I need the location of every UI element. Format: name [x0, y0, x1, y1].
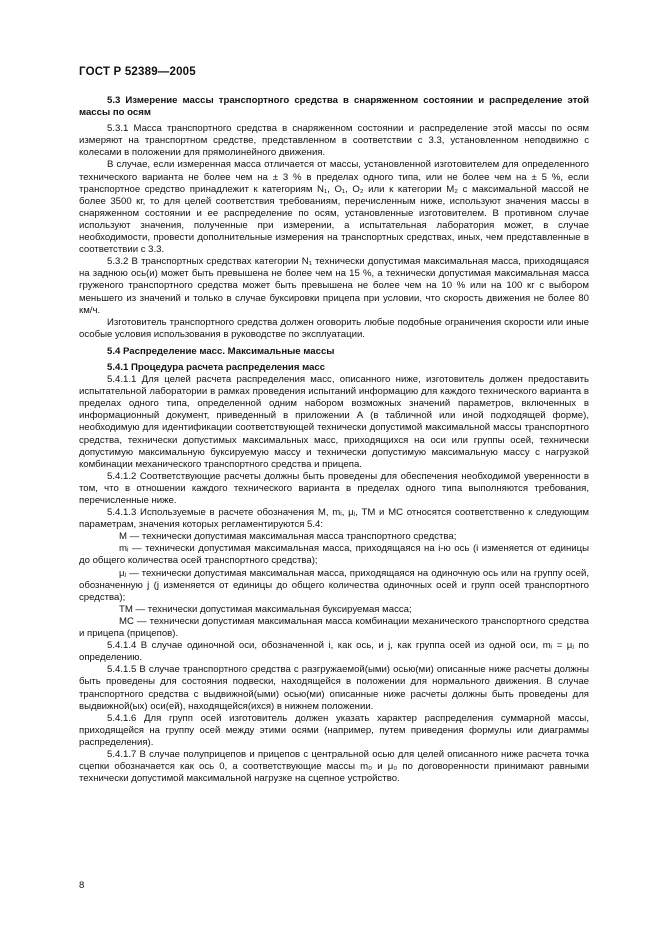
paragraph-s5-4-1: 5.4.1 Процедура расчета распределения масс	[107, 361, 326, 373]
paragraph-def-mi: mᵢ — технически допустимая максимальная масса, приходящаяся на i-ю ось (i изменяется от единицы до общего количества осей транспортного средства);	[79, 543, 589, 567]
paragraph-p5-3-1b: В случае, если измеренная масса отличается от массы, установленной изготовителем для определенного технического варианта не более чем на ± 3 % в пределах одного типа, или не более чем на ± 5 %, если транспортное средство принадлежит к категориям N₁, O₁, O₂ или к категории M₂ с максимальной массой не более 3500 кг, то для целей соответствия требованиям, перечисленным ниже, используют значения массы в снаряженном состоянии и ее распределение по осям, установленные изготовителем. В противном случае используют значения, полученные при измерении, а испытательная лаборатория может, в случае необходимости, провести дополнительные измерения на транспортных средствах, иных, чем представленные в соответствии с 3.3.	[79, 159, 589, 256]
standard-code-header: ГОСТ Р 52389—2005	[79, 66, 196, 78]
paragraph-p5-4-1-6: 5.4.1.6 Для групп осей изготовитель должен указать характер распределения суммарной массы, приходящейся на группу осей между этими осями (например, путем приведения формулы или диаграммы распределения).	[79, 712, 589, 748]
paragraph-def-mu: μⱼ — технически допустимая максимальная масса, приходящаяся на одиночную ось или на группу осей, обозначенную j (j изменяется от единицы до общего количества одиночных осей и групп осей транспортного средства);	[79, 567, 589, 603]
paragraph-def-M: M — технически допустимая максимальная масса транспортного средства;	[119, 531, 457, 543]
paragraph-p5-4-1-5: 5.4.1.5 В случае транспортного средства с разгружаемой(ыми) осью(ми) описанные ниже расчеты должны быть проведены для состояния подвески, находящейся в положении для нормального движения. В случае транспортного средства с выдвижной(ыми) осью(ми) описанные ниже расчеты должны быть проведены для выдвижной(ых) оси(ей), находящейся(ихся) в нижнем положении.	[79, 664, 589, 712]
paragraph-p5-4-1-3: 5.4.1.3 Используемые в расчете обозначения M, mᵢ, μⱼ, TM и MC относятся соответственно к следующим параметрам, значения которых регламентируются 5.4:	[79, 507, 589, 531]
page-number: 8	[79, 880, 85, 891]
paragraph-p5-3-1: 5.3.1 Масса транспортного средства в снаряженном состоянии и распределение этой массы по осям измеряют на транспортном средстве, представленном в соответствии с 3.3, установленном неподвижно с колесами в положении для прямолинейного движения.	[79, 123, 589, 159]
paragraph-p5-4-1-4: 5.4.1.4 В случае одиночной оси, обозначенной i, как ось, и j, как группа осей из одной оси, mᵢ = μⱼ по определению.	[79, 640, 589, 664]
paragraph-def-MC: MC — технически допустимая максимальная масса комбинации механического транспортного средства и прицепа (прицепов).	[79, 615, 589, 640]
paragraph-s5-4: 5.4 Распределение масс. Максимальные массы	[107, 345, 335, 357]
paragraph-def-TM: TM — технически допустимая максимальная буксируемая масса;	[119, 603, 412, 615]
document-body	[79, 95, 589, 785]
paragraph-p5-4-1-1: 5.4.1.1 Для целей расчета распределения масс, описанного ниже, изготовитель должен предоставить испытательной лаборатории в рамках проведения испытаний информацию для каждого технического варианта в пределах одного типа, определенной одним набором возможных значений параметров, включенных в информационный документ, приведенный в приложении А (в табличной или иной подходящей форме), необходимую для идентификации соответствующей технически допустимой максимальной массы транспортного средства, технически допустимых максимальных масс, приходящихся на оси или группы осей, технически допустимую максимальную буксируемую массу и технически допустимую максимальную массу с нагрузкой комбинации механического транспортного средства и прицепа.	[79, 374, 589, 470]
paragraph-p5-4-1-2: 5.4.1.2 Соответствующие расчеты должны быть проведены для обеспечения необходимой уверенности в том, что в отношении каждого технического варианта в пределах одного типа выполняются требования, перечисленные ниже.	[79, 470, 589, 506]
paragraph-p5-3-2: 5.3.2 В транспортных средствах категории N₁ технически допустимая максимальная масса, приходящаяся на заднюю ось(и) может быть превышена не более чем на 15 %, а технически допустимая максимальная масса груженого транспортного средства может быть превышена не более чем на 10 % или на 100 кг с выбором меньшего из значений и только в случае буксировки прицепа при условии, что скорость движения не более 80 км/ч.	[79, 256, 589, 316]
paragraph-p5-4-1-7: 5.4.1.7 В случае полуприцепов и прицепов с центральной осью для целей описанного ниже расчета точка сцепки обозначается как ось 0, а соответствующие массы m₀ и μ₀ по договоренности принимают равными технически допустимой максимальной нагрузке на сцепное устройство.	[79, 748, 589, 785]
paragraph-p5-3-2b: Изготовитель транспортного средства должен оговорить любые подобные ограничения скорости или иные особые условия использования в руководстве по эксплуатации.	[79, 316, 589, 340]
paragraph-s5-3: 5.3 Измерение массы транспортного средства в снаряженном состоянии и распределение этой массы по осям	[79, 95, 589, 119]
